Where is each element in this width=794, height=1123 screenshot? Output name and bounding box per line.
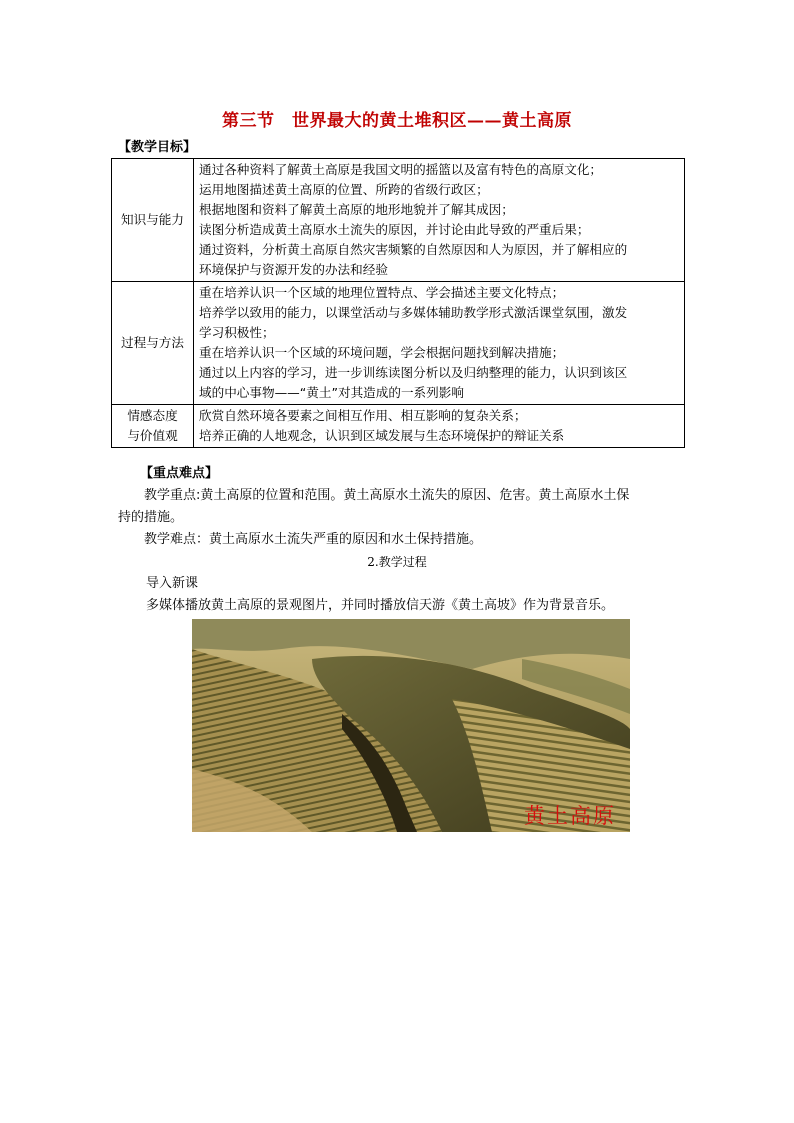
objective-line: 通过资料，分析黄土高原自然灾害频繁的自然原因和人为原因，并了解相应的 [199, 242, 628, 257]
objective-line: 通过以上内容的学习，进一步训练读图分析以及归纳整理的能力，认识到该区 [199, 365, 628, 380]
intro-label: 导入新课 [146, 576, 199, 591]
category-cell: 知识与能力 [112, 159, 194, 282]
objective-line: 重在培养认识一个区域的环境问题，学会根据问题找到解决措施； [199, 345, 565, 360]
key-points-line: 持的措施。 [118, 510, 184, 525]
key-points-line: 教学重点:黄土高原的位置和范围。黄土高原水土流失的原因、危害。黄土高原水土保 [144, 488, 630, 503]
objectives-cell [194, 282, 685, 405]
objectives-table [111, 158, 685, 448]
category-line: 与价值观 [127, 428, 178, 443]
intro-text: 多媒体播放黄土高原的景观图片，并同时播放信天游《黄土高坡》作为背景音乐。 [146, 598, 615, 613]
objective-line: 培养学以致用的能力，以课堂活动与多媒体辅助教学形式激活课堂氛围，激发 [199, 305, 628, 320]
objectives-heading: 【教学目标】 [118, 140, 197, 155]
table-row [112, 159, 685, 282]
loess-plateau-photo [192, 619, 630, 832]
objective-line: 培养正确的人地观念，认识到区域发展与生态环境保护的辩证关系 [199, 428, 565, 443]
objectives-cell [194, 405, 685, 448]
difficulty-paragraph: 教学难点：黄土高原水土流失严重的原因和水土保持措施。 [144, 532, 483, 547]
objective-line: 重在培养认识一个区域的地理位置特点、学会描述主要文化特点； [199, 285, 565, 300]
photo-caption: 黄土高原 [524, 804, 616, 828]
table-row [112, 282, 685, 405]
key-points-paragraph [118, 485, 688, 529]
page-title: 第三节 世界最大的黄土堆积区——黄土高原 [222, 111, 572, 131]
process-heading: 2.教学过程 [367, 555, 427, 569]
objective-line: 运用地图描述黄土高原的位置、所跨的省级行政区； [199, 182, 489, 197]
objective-line: 环境保护与资源开发的办法和经验 [199, 262, 388, 277]
objective-line: 学习积极性； [199, 325, 275, 340]
objectives-cell [194, 159, 685, 282]
objective-line: 域的中心事物——“黄土”对其造成的一系列影响 [199, 385, 464, 400]
key-points-heading: 【重点难点】 [140, 466, 219, 481]
category-cell [112, 405, 194, 448]
category-line: 情感态度 [127, 408, 178, 423]
table-row [112, 405, 685, 448]
objective-line: 根据地图和资料了解黄土高原的地形地貌并了解其成因； [199, 202, 514, 217]
objective-line: 通过各种资料了解黄土高原是我国文明的摇篮以及富有特色的高原文化； [199, 162, 602, 177]
objective-line: 读图分析造成黄土高原水土流失的原因，并讨论由此导致的严重后果； [199, 222, 590, 237]
category-cell: 过程与方法 [112, 282, 194, 405]
objective-line: 欣赏自然环境各要素之间相互作用、相互影响的复杂关系； [199, 408, 527, 423]
